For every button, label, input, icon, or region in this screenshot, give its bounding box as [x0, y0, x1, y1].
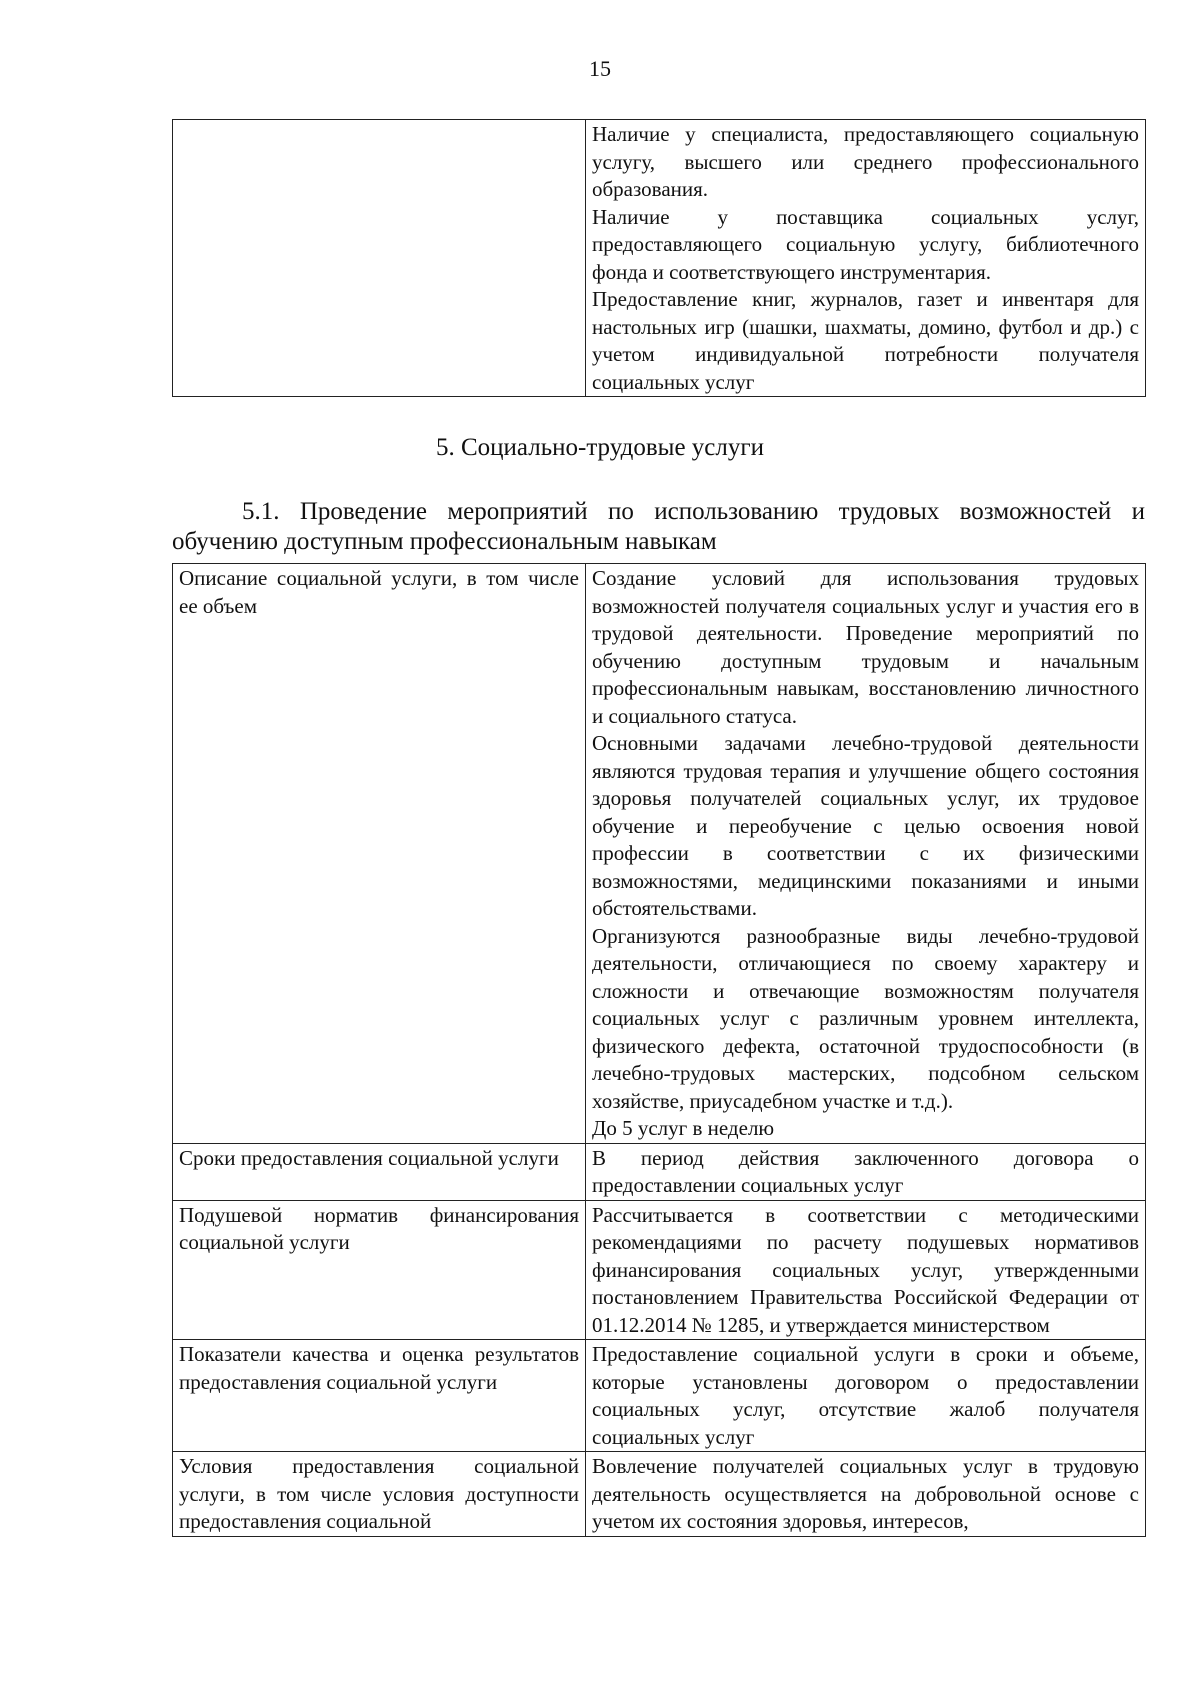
service-table [172, 563, 1146, 1537]
label-cell: Сроки предоставления социальной услуги [173, 1143, 586, 1200]
value-cell [586, 1340, 1146, 1452]
paragraph: Предоставление книг, журналов, газет и инвентаря для настольных игр (шашки, шахматы, домино, футбол и др.) с учетом индивидуальной потребности получателя социальных услуг [592, 287, 1139, 394]
paragraph: Рассчитывается в соответствии с методическими рекомендациями по расчету подушевых нормативов финансирования социальных услуг, утвержденными постановлением Правительства Российской Федерации от 01.12.2014 № 1285, и утверждается министерством [592, 1202, 1139, 1337]
table-row [173, 1452, 1146, 1537]
label-cell: Показатели качества и оценка результатов предоставления социальной услуги [173, 1340, 586, 1452]
subsection-heading-text: 5.1. Проведение мероприятий по использованию трудовых возможностей и обучению доступным профессиональным навыкам [172, 498, 1145, 555]
value-cell [586, 1452, 1146, 1537]
subsection-heading [172, 497, 1145, 557]
table-row [173, 564, 1146, 1144]
label-cell: Описание социальной услуги, в том числе ее объем [173, 564, 586, 1144]
paragraph: Основными задачами лечебно-трудовой деятельности являются трудовая терапия и улучшение общего состояния здоровья получателей социальных услуг, их трудовое обучение и переобучение с целью освоения новой профессии в соответствии с их физическими возможностями, медицинскими показаниями и иными обстоятельствами. [592, 731, 1139, 920]
empty-label-cell [173, 120, 586, 397]
continued-table [172, 119, 1146, 397]
paragraph: Предоставление социальной услуги в сроки и объеме, которые установлены договором о предоставлении социальных услуг, отсутствие жалоб получателя социальных услуг [592, 1342, 1139, 1449]
label-cell: Условия предоставления социальной услуги, в том числе условия доступности предоставления социальной [173, 1452, 586, 1537]
table-row [173, 1200, 1146, 1340]
label-cell: Подушевой норматив финансирования социальной услуги [173, 1200, 586, 1340]
paragraph: В период действия заключенного договора о предоставлении социальных услуг [592, 1145, 1139, 1197]
paragraph: До 5 услуг в неделю [592, 1116, 775, 1140]
paragraph: Создание условий для использования трудовых возможностей получателя социальных услуг и участия его в трудовой деятельности. Проведение мероприятий по обучению доступным трудовым и начальным профессиональным навыкам, восстановлению личностного и социального статуса. [592, 566, 1139, 728]
table-row [173, 1143, 1146, 1200]
paragraph: Организуются разнообразные виды лечебно-трудовой деятельности, отличающиеся по своему характеру и сложности и отвечающие возможностям получателя социальных услуг с различным уровнем интеллекта, физического дефекта, остаточной трудоспособности (в лечебно-трудовых мастерских, подсобном сельском хозяйстве, приусадебном участке и т.д.). [592, 923, 1139, 1113]
table-row [173, 1340, 1146, 1452]
paragraph: Наличие у специалиста, предоставляющего социальную услугу, высшего или среднего профессионального образования. [592, 122, 1139, 201]
paragraph: Вовлечение получателей социальных услуг в трудовую деятельность осуществляется на добровольной основе с учетом их состояния здоровья, интересов, [592, 1454, 1139, 1533]
table-row [173, 120, 1146, 397]
value-cell [586, 1200, 1146, 1340]
value-cell [586, 120, 1146, 397]
section-heading: 5. Социально-трудовые услуги [435, 434, 765, 461]
value-cell [586, 1143, 1146, 1200]
paragraph: Наличие у поставщика социальных услуг, предоставляющего социальную услугу, библиотечного фонда и соответствующего инструментария. [592, 204, 1139, 284]
value-cell [586, 564, 1146, 1144]
page-number: 15 [589, 56, 611, 81]
